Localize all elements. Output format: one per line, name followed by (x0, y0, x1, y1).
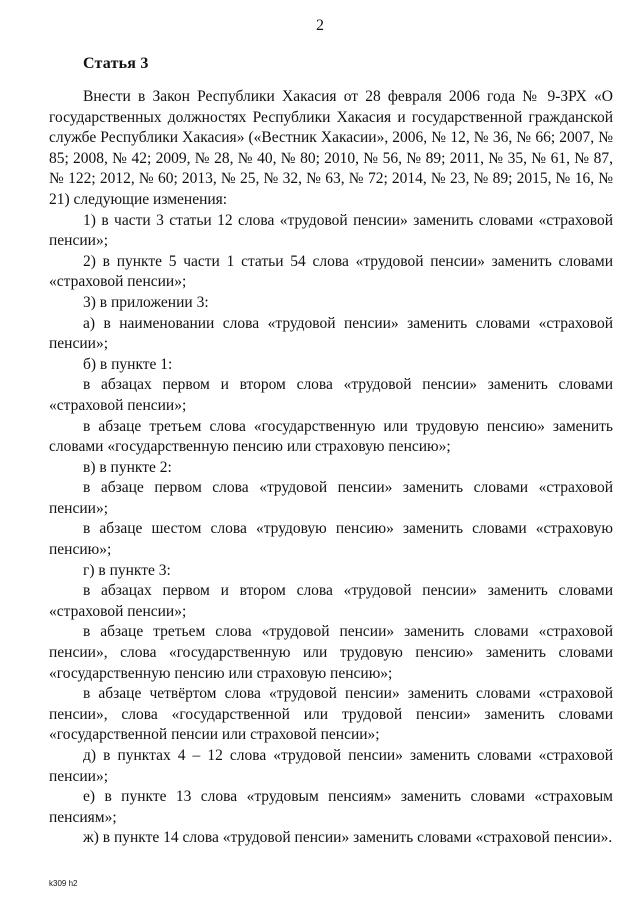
paragraph-item-3g-abz-1-2: в абзацах первом и втором слова «трудовой пенсии» заменить словами «страховой пенсии»; (49, 582, 613, 620)
paragraph-item-3v: в) в пункте 2: (83, 458, 172, 476)
paragraph-item-3b-abz-3: в абзаце третьем слова «государственную или трудовую пенсию» заменить словами «государственную пенсию или страховую пенсию»; (49, 417, 613, 456)
paragraph-item-3v-abz-1: в абзаце первом слова «трудовой пенсии» заменить словами «страховой пенсии»; (49, 479, 613, 517)
paragraph-item-3b-abz-1-2: в абзацах первом и втором слова «трудовой пенсии» заменить словами «страховой пенсии»; (49, 376, 613, 414)
paragraph-item-3g-abz-3: в абзаце третьем слова «трудовой пенсии» заменить словами «страховой пенсии», слова «государственную или трудовую пенсию» заменить словами «государственную пенсию или страховую пенсию»; (49, 623, 613, 682)
paragraph-item-3zh: ж) в пункте 14 слова «трудовой пенсии» заменить словами «страховой пенсии». (83, 829, 613, 847)
paragraph-item-3b: б) в пункте 1: (83, 355, 173, 373)
footer-code: k309 h2 (49, 879, 78, 888)
paragraph-item-3: 3) в приложении 3: (83, 293, 209, 311)
page-number: 2 (316, 17, 324, 34)
paragraph-item-3d: д) в пунктах 4 – 12 слова «трудовой пенсии» заменить словами «страховой пенсии»; (49, 747, 613, 785)
paragraph-item-3g-abz-4: в абзаце четвёртом слова «трудовой пенсии» заменить словами «страховой пенсии», слова «государственной или трудовой пенсии» заменить словами «государственной пенсии или страховой пенсии»; (49, 685, 613, 744)
paragraph-item-3e: е) в пункте 13 слова «трудовым пенсиям» заменить словами «страховым пенсиям»; (49, 788, 613, 826)
paragraph-item-1: 1) в части 3 статьи 12 слова «трудовой пенсии» заменить словами «страховой пенсии»; (49, 211, 613, 250)
paragraph-item-2: 2) в пункте 5 части 1 статьи 54 слова «трудовой пенсии» заменить словами «страховой пенсии»; (49, 252, 613, 291)
document-body (49, 87, 613, 849)
paragraph-item-3v-abz-6: в абзаце шестом слова «трудовую пенсию» заменить словами «страховую пенсию»; (49, 520, 613, 559)
article-heading: Статья 3 (83, 55, 149, 72)
paragraph-intro: Внести в Закон Республики Хакасия от 28 февраля 2006 года № 9-ЗРХ «О государственных должностях Республики Хакасия и государственной гражданской службе Республики Хакасия» («Вестник Хакасии», 2006, № 12, № 36, № 66; 2007, № 85; 2008, № 42; 2009, № 28, № 40, № 80; 2010, № 56, № 89; 2011, № 35, № 61, № 87, № 122; 2012, № 60; 2013, № 25, № 32, № 63, № 72; 2014, № 23, № 89; 2015, № 16, № 21) следующие изменения: (49, 88, 613, 208)
paragraph-item-3a: а) в наименовании слова «трудовой пенсии» заменить словами «страховой пенсии»; (49, 314, 613, 353)
paragraph-item-3g: г) в пункте 3: (83, 561, 171, 579)
